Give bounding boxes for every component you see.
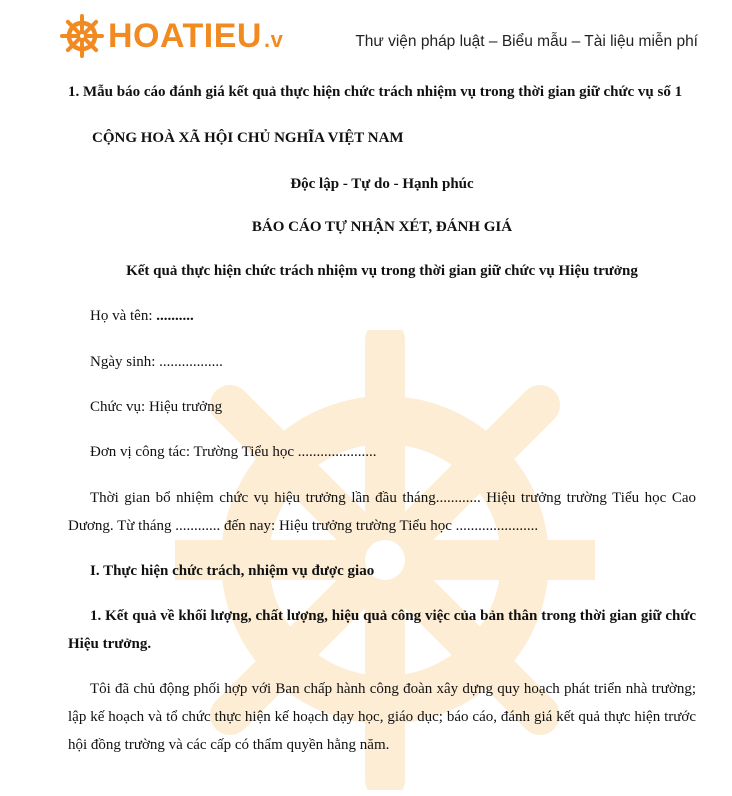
logo-wordmark: HOATIEU.v [108,17,284,55]
report-title: BÁO CÁO TỰ NHẬN XÉT, ĐÁNH GIÁ [251,219,513,235]
site-tagline: Thư viện pháp luật – Biểu mẫu – Tài liệu miễn phí [355,33,698,50]
field-date-of-birth: Ngày sinh: ................. [90,354,223,370]
subsection-heading: 1. Kết quả về khối lượng, chất lượng, hiệu quả công việc của bản thân trong thời gian giữ chức Hiệu trưởng. [68,608,696,652]
field-full-name [68,302,696,330]
hoatieu-logo[interactable] [60,14,283,58]
national-title: CỘNG HOÀ XÃ HỘI CHỦ NGHĨA VIỆT NAM [92,130,404,146]
field-full-name-value: .......... [156,308,194,324]
report-subtitle: Kết quả thực hiện chức trách nhiệm vụ trong thời gian giữ chức vụ Hiệu trưởng [126,263,638,279]
body-paragraph: Tôi đã chủ động phối hợp với Ban chấp hành công đoàn xây dựng quy hoạch phát triển nhà trường; lập kế hoạch và tổ chức thực hiện kế hoạch dạy học, giáo dục; báo cáo, đánh giá kết quả thực hiện trước hội đồng trường và các cấp có thẩm quyền hằng năm. [68,681,696,753]
page-header [0,0,732,80]
field-work-unit: Đơn vị công tác: Trường Tiểu học ..................... [90,444,377,460]
section-heading: I. Thực hiện chức trách, nhiệm vụ được giao [90,563,375,579]
national-motto: Độc lập - Tự do - Hạnh phúc [290,176,474,192]
appointment-paragraph: Thời gian bổ nhiệm chức vụ hiệu trưởng lần đầu tháng............ Hiệu trưởng trường Tiểu học Cao Dương. Từ tháng ............ đến nay: Hiệu trưởng trường Tiểu học ...................... [68,490,696,534]
field-position: Chức vụ: Hiệu trưởng [90,399,223,415]
document-heading: 1. Mẫu báo cáo đánh giá kết quả thực hiện chức trách nhiệm vụ trong thời gian giữ chức vụ số 1 [68,84,683,100]
document-body [68,78,696,753]
ship-wheel-icon [60,14,104,58]
field-full-name-label: Họ và tên: [90,308,157,324]
